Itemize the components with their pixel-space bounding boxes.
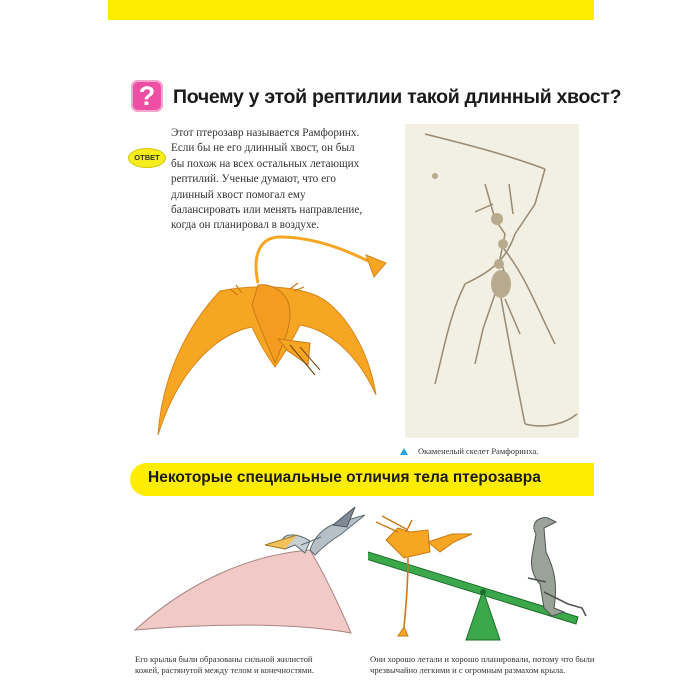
- note-line: чрезвычайно легкими и с огромным размахом крыла.: [370, 665, 566, 675]
- caption-triangle-icon: [400, 448, 408, 455]
- fossil-skeleton-photo: [405, 124, 579, 438]
- section-title: Некоторые специальные отличия тела птерозавра: [148, 469, 541, 486]
- note-line: кожей, растянутой между телом и конечностями.: [135, 665, 315, 675]
- note-line: Они хорошо летали и хорошо планировали, потому что были: [370, 654, 595, 664]
- answer-line: когда он планировал в воздухе.: [171, 219, 320, 232]
- answer-line: Этот птерозавр называется Рамфоринх.: [171, 127, 360, 139]
- answer-line: бы похож на всех остальных летающих: [171, 157, 360, 170]
- answer-badge: ОТВЕТ: [128, 148, 166, 168]
- question-heading: Почему у этой рептилии такой длинный хвост?: [173, 86, 622, 108]
- answer-line: Если бы не его длинный хвост, он был: [171, 142, 355, 155]
- fossil-caption: [400, 446, 600, 456]
- answer-line: длинный хвост помогал ему: [171, 188, 306, 201]
- fossil-skeleton-image: [405, 124, 579, 438]
- section-banner: [130, 463, 594, 496]
- rhamphorhynchus-illustration: [140, 225, 400, 455]
- answer-line: рептилий. Ученые думают, что его: [171, 173, 336, 186]
- answer-line: балансировать или менять направление,: [171, 204, 363, 217]
- answer-text: [171, 126, 406, 234]
- question-mark-icon: ?: [131, 80, 163, 112]
- fossil-caption-text: Окаменелый скелет Рамфоринха.: [418, 446, 539, 456]
- pteranodon-wing-illustration: [125, 505, 365, 645]
- wing-membrane-note: [135, 654, 365, 676]
- note-line: Его крылья были образованы сильной жилистой: [135, 654, 313, 664]
- flight-note: [370, 654, 610, 676]
- seesaw-illustration: [368, 512, 593, 647]
- top-yellow-band: [108, 0, 594, 20]
